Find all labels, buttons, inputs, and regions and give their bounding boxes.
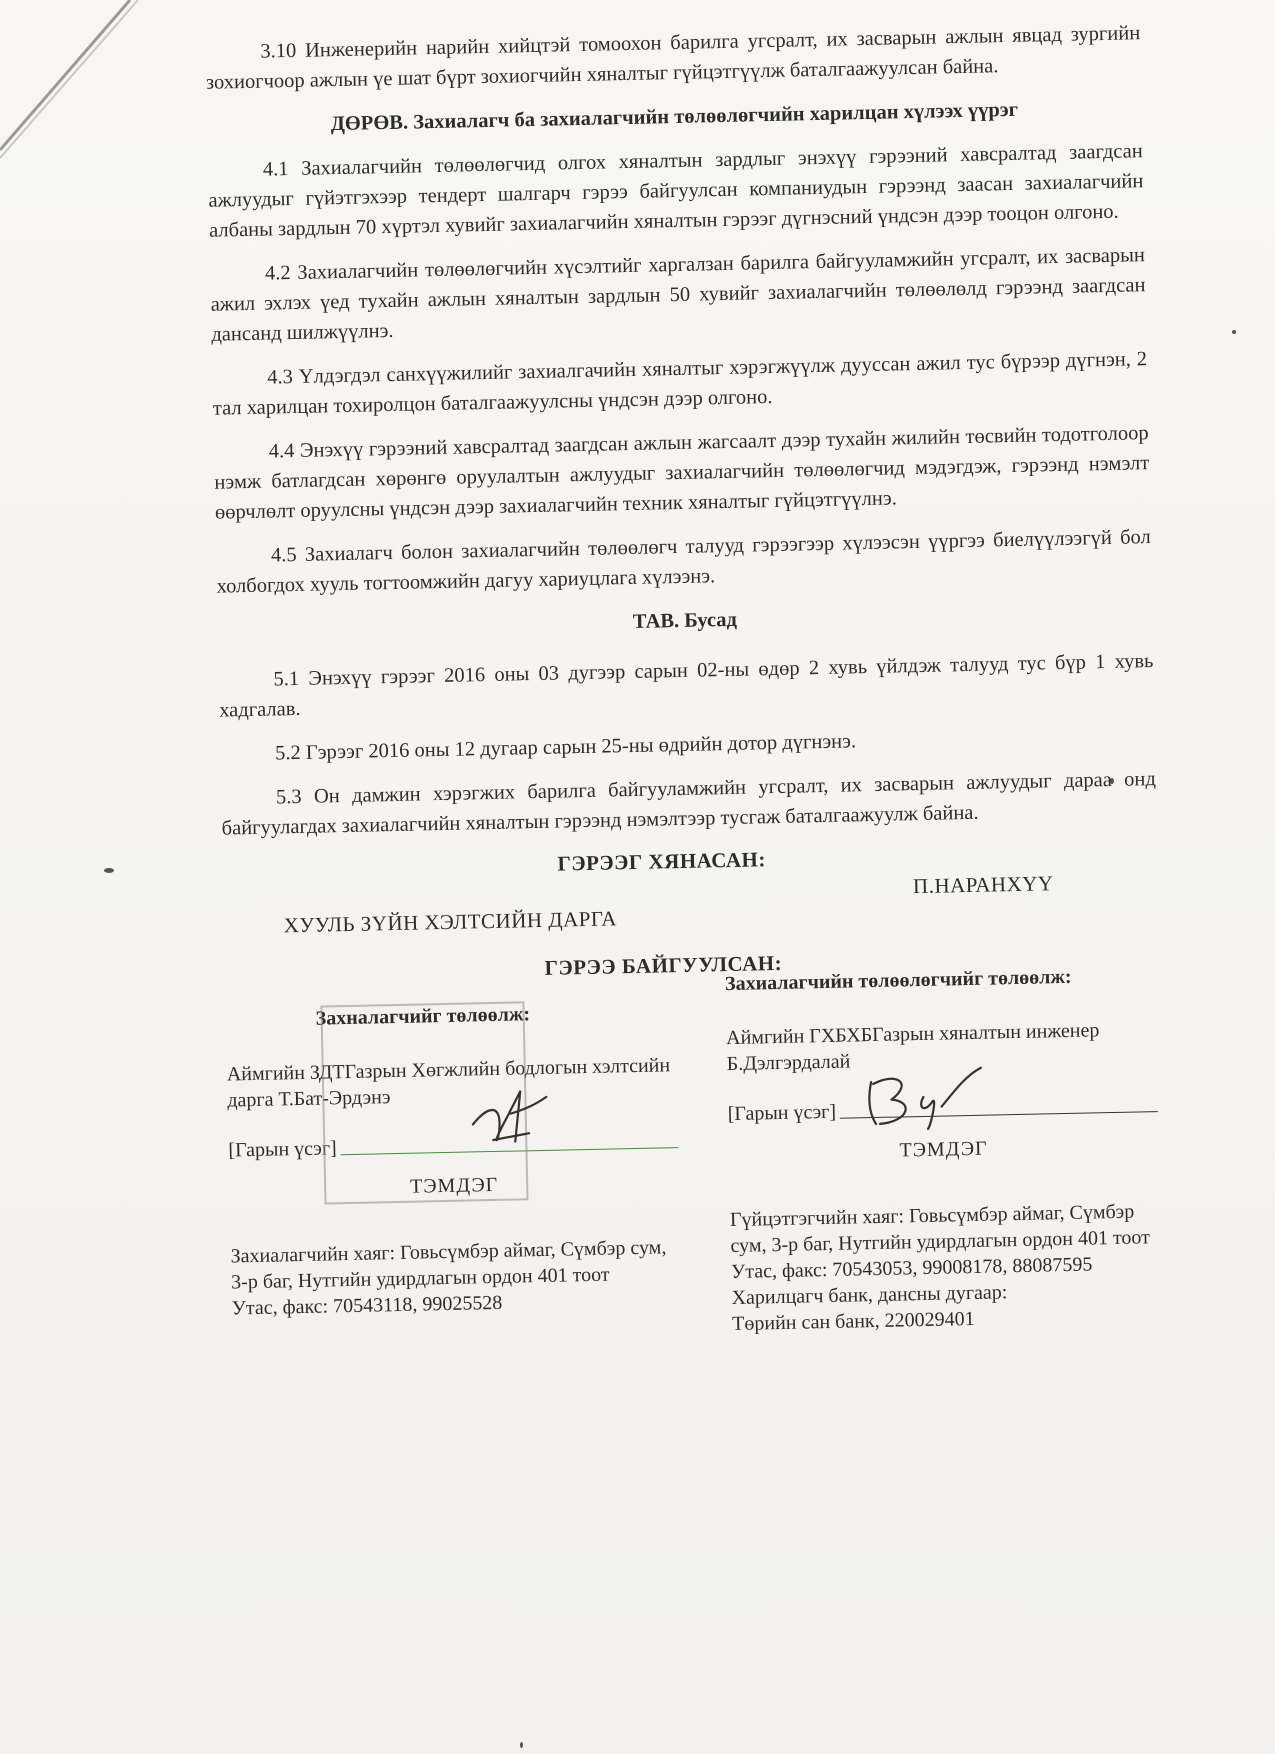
client-signature-label: [Гарын үсэг]	[228, 1137, 337, 1162]
client-stamp-label: ТЭМДЭГ	[409, 1173, 499, 1198]
client-address: Захиалагчийн хаяг: Говьсүмбэр аймаг, Сүмбэр сум, 3-р баг, Нутгийн удирдлагын ордон 401 тоот	[230, 1236, 667, 1294]
clause-4-1: 4.1 Захиалагчийн төлөөлөгчид олгох хяналтын зардлыг энэхүү гэрээний хавсралтад заагдсан ажлуудыг гүйэтгэхээр тендерт шалгарч гэрээ байгуулсан компаниудын гэрээнд заасан захиалагчийн албаны зардлын 70 хүртэл хувийг захиалагчийн хяналтын гэрээг дүгнэсний үндсэн дээр тооцон олгоно.	[208, 140, 1144, 242]
reviewer-name: П.НАРАНХҮҮ	[912, 871, 1054, 899]
clause-4-3: 4.3 Үлдэгдэл санхүүжилийг захиалгачийн хяналтыг хэрэгжүүлж дууссан ажил тус бүрээр дүгнэн, 2 тал харилцан тохиролцон баталгаажуулсны үндсэн дээр олгоно.	[212, 348, 1148, 420]
representative-address: Гүйцэтгэгчийн хаяг: Говьсүмбэр аймаг, Сүмбэр сум, 3-р баг, Нутгийн удирдлагын ордон 401 тоот	[729, 1200, 1151, 1258]
representative-phone: Утас, факс: 70543053, 99008178, 88087595	[730, 1253, 1093, 1284]
client-phone: Утас, факс: 70543118, 99025528	[231, 1291, 503, 1320]
clause-5-3: 5.3 Он дамжин хэрэгжих барилга байгууламжийн угсралт, их засварын ажлуудыг дараа онд байгуулагдах захиалагчийн хяналтын гэрээнд нэмэлтээр тусгаж баталгаажуулж байна.	[221, 768, 1157, 840]
clause-5-2: 5.2 Гэрээг 2016 оны 12 дугаар сарын 25-ны өдрийн дотор дүгнэнэ.	[274, 730, 857, 765]
representative-person: Аймгийн ГХБХБГазрын хяналтын инженер Б.Дэлгэрдалай	[725, 1019, 1100, 1076]
representative-bank-label: Харилцагч банк, дансны дугаар:	[731, 1281, 1008, 1310]
clause-5-1: 5.1 Энэхүү гэрээг 2016 оны 03 дугээр сарын 02-ны өдөр 2 хувь үйлдэж талууд тус бүр 1 хувь хадгалав.	[218, 650, 1154, 722]
client-person: Аймгийн ЗДТГазрын Хөгжлийн бодлогын хэлтсийн дарга Т.Бат-Эрдэнэ	[226, 1054, 671, 1112]
representative-stamp-label: ТЭМДЭГ	[899, 1137, 988, 1162]
review-title: ГЭРЭЭГ ХЯНАСАН:	[557, 847, 767, 876]
representative-column	[725, 962, 1163, 1337]
reviewer-position: ХУУЛЬ ЗҮЙН ХЭЛТСИЙН ДАРГА	[283, 906, 618, 938]
clause-4-4: 4.4 Энэхүү гэрээний хавсралтад заагдсан ажлын жагсаалт дээр тухайн жилийн төсвийн тодотголоор нэмж батлагдсан хөрөнгө оруулалтын ажлуудыг захиалагчийн төлөөлөгчид мэдэгдэж, гэрээнд нэмэлт өөрчлөлт оруулсны үндсэн дээр захиалагчийн техник хяналтыг гүйцэтгүүлнэ.	[214, 422, 1150, 524]
signature-section	[225, 962, 1168, 1381]
scan-speck	[104, 868, 114, 873]
representative-signature-label: [Гарын үсэг]	[727, 1100, 837, 1126]
representative-party-label: Захиалагчийн төлөөлөгчийг төлөөлж:	[724, 965, 1072, 996]
clause-3-10: 3.10 Инженерийн нарийн хийцтэй томоохон барилга угсралт, их засварын ажлын явцад зургийн зохиогчоор ажлын үе шат бүрт зохиогчийн хяналтыг гүйцэтгүүлж баталгаажуулсан байна.	[205, 22, 1141, 94]
client-column	[225, 972, 682, 1321]
client-signature-image	[462, 1083, 553, 1155]
section-5-heading: ТАВ. Бусад	[632, 608, 738, 633]
representative-bank: Төрийн сан банк, 220029401	[731, 1307, 975, 1336]
corner-fold-mark	[0, 0, 160, 170]
scan-speck	[1232, 330, 1236, 334]
contract-body	[205, 18, 1168, 1381]
section-4-heading: ДӨРӨВ. Захиалагч ба захиалагчийн төлөөлөгчийн харилцан хүлээх үүрэг	[330, 98, 1019, 136]
clause-4-2: 4.2 Захиалагчийн төлөөлөгчийн хүсэлтийг харгалзан барилга байгууламжийн угсралт, их засварын ажил эхлэх үед тухайн ажлын хяналтын зардлын 50 хувийг захиалагчийн төлөөлөлд гэрээнд заагдсан дансанд шилжүүлнэ.	[210, 244, 1146, 346]
scan-speck	[520, 1742, 523, 1748]
representative-signature-image	[857, 1062, 988, 1135]
client-party-label: Захналагчийг төлөөлж:	[315, 1003, 531, 1030]
clause-4-5: 4.5 Захиалагч болон захиалагчийн төлөөлөгч талууд гэрээгээр хүлээсэн үүргээ биелүүлээгүй бол холбогдох хууль тогтоомжийн дагуу хариуцлага хүлээнэ.	[216, 526, 1151, 598]
signing-title: ГЭРЭЭ БАЙГУУЛСАН:	[544, 950, 783, 980]
